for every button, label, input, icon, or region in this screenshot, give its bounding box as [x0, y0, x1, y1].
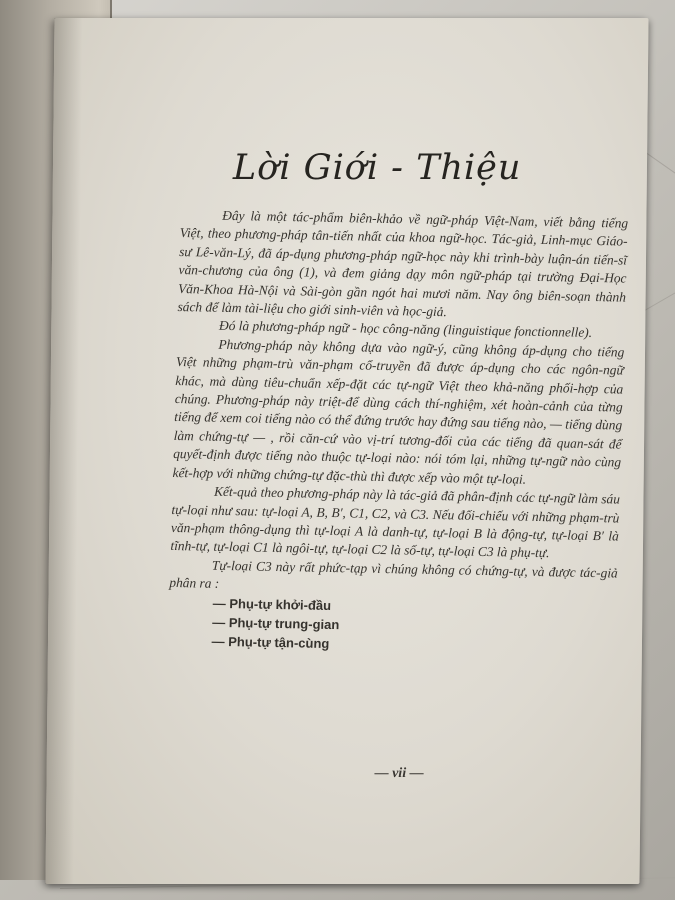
paragraph-method: Đó là phương-pháp ngữ - học công-năng (linguistique fonctionnelle). [218, 318, 593, 341]
paragraph-results: Kết-quả theo phương-pháp này là tác-giả đã phân-định các tự-ngữ làm sáu tự-loại như sau: tự-loại A, B, B′, C1, C2, và C3. Nếu đối-chiếu với những phạm-trù văn-phạm thông-dụng thì tự-loại A là danh-tự, tự-loại B là động-tự, tự-loại B′ là tĩnh-tự, tự-loại C1 là ngôi-tự, tự-loại C2 là số-tự, tự-loại C3 là phụ-tự. [170, 483, 621, 561]
book-page [45, 18, 648, 884]
page-title: Lời Giới - Thiệu [232, 148, 522, 188]
adverb-list [167, 592, 617, 658]
list-item: — Phụ-tự tận-cùng [211, 633, 330, 651]
paragraph-introduction: Đây là một tác-phẩm biên-khảo về ngữ-pháp Việt-Nam, viết bằng tiếng Việt, theo phương-pháp tân-tiến nhất của khoa ngữ-học. Tác-giả, Linh-mục Giáo-sư Lê-văn-Lý, đã áp-dụng phương-pháp ngữ-học này khi trình-bày luận-án tiến-sĩ văn-chương của ông (1), và đem giảng dạy môn ngữ-pháp tại trường Đại-Học Văn-Khoa Hà-Nội và Sài-gòn gần ngót hai mươi năm. Nay ông biên-soạn thành sách để làm tài-liệu cho giới sinh-viên và học-giả. [177, 207, 629, 320]
list-item: — Phụ-tự trung-gian [212, 614, 340, 632]
paragraph-c3: Tự-loại C3 này rất phức-tạp vì chúng không có chứng-tự, và được tác-giả phân ra : [169, 557, 618, 592]
list-item: — Phụ-tự khởi-đầu [212, 595, 332, 613]
page-number: — vii — [374, 766, 424, 781]
page-body [167, 206, 628, 658]
paragraph-method-details: Phương-pháp này không dựa vào ngữ-ý, cũng không áp-dụng cho tiếng Việt những phạm-trù văn-phạm cổ-truyền đã được áp-dụng cho các ngôn-ngữ khác, mà dùng tiêu-chuẩn xếp-đặt các tự-ngữ Việt theo khả-năng phối-hợp của chúng. Phương-pháp này triệt-để dùng cách thí-nghiệm, xét hoàn-cảnh của từng tiếng để xem coi tiếng nào có thể đứng trước hay đứng sau tiếng nào, — tiếng dùng làm chứng-tự — , rồi căn-cứ vào vị-trí tương-đối của các tiếng đã quan-sát để quyết-định được tiếng nào thuộc tự-loại nào: nói tóm lại, những tự-ngữ nào cùng kết-hợp với những chứng-tự đặc-thù thì được xếp vào một tự-loại. [172, 336, 625, 487]
